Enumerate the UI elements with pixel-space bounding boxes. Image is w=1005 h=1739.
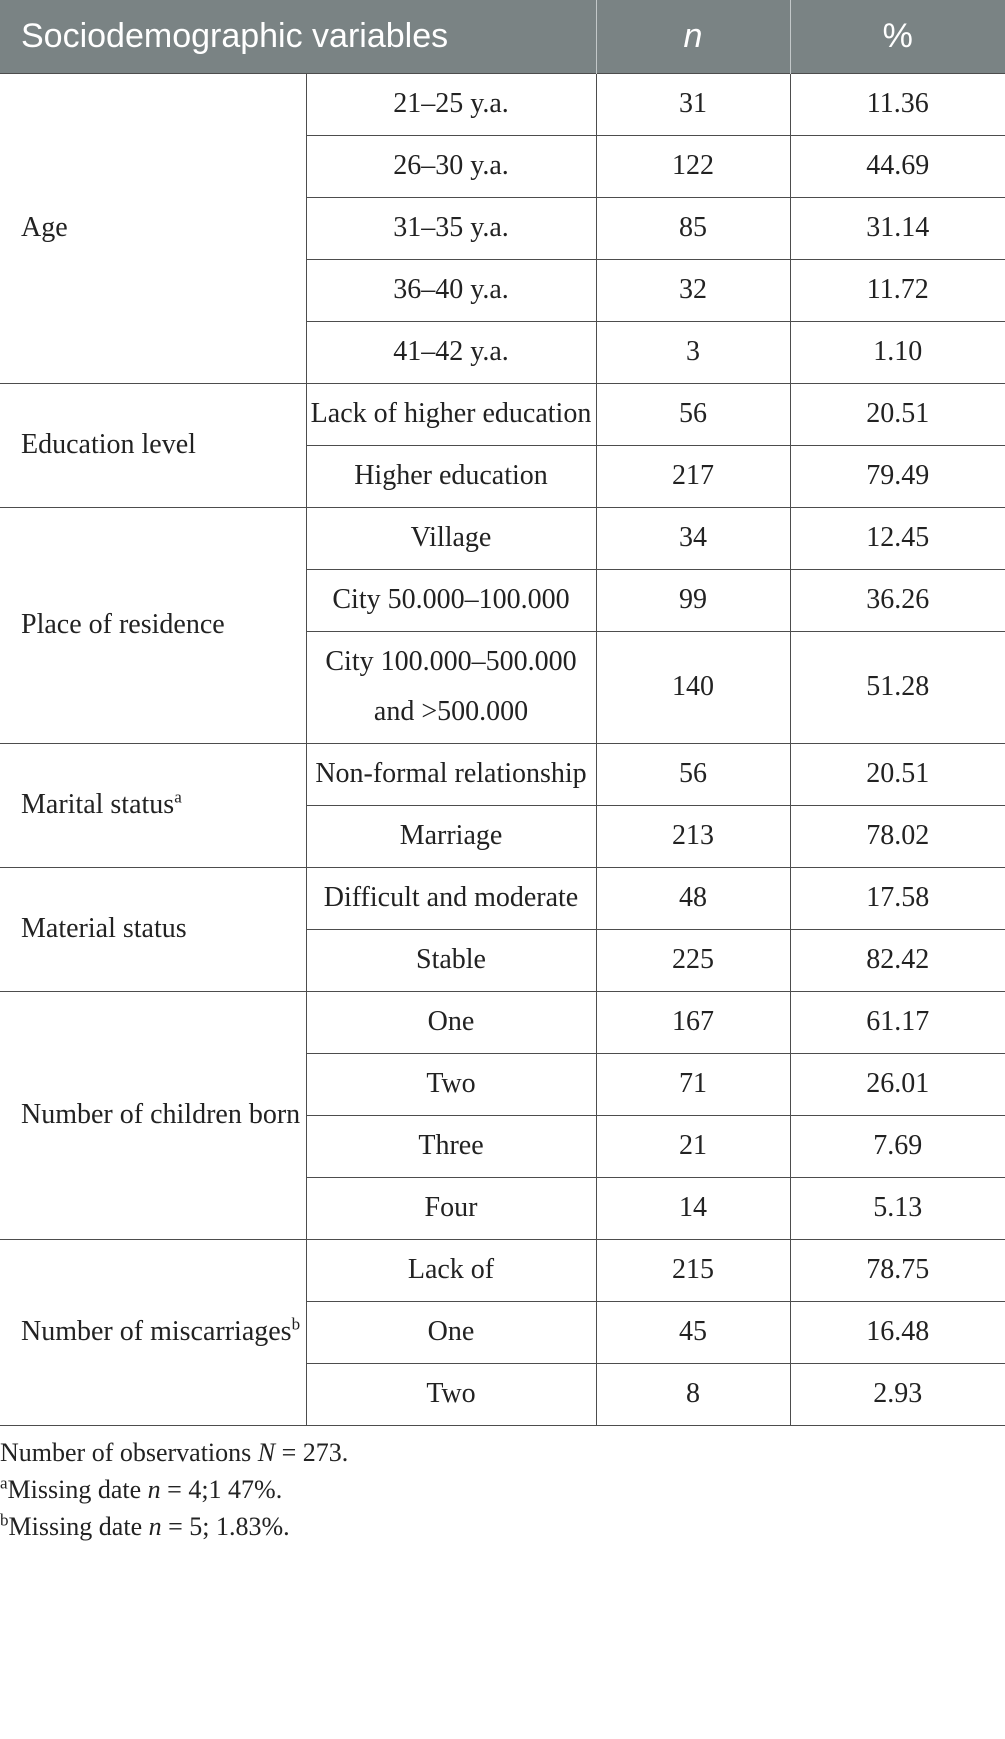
n-cell: 217: [596, 446, 790, 508]
footnote-observations: Number of observations N = 273.: [0, 1438, 349, 1467]
n-cell: 213: [596, 806, 790, 868]
n-cell: 21: [596, 1116, 790, 1178]
n-cell: 140: [596, 632, 790, 744]
percent-cell: 20.51: [790, 384, 1005, 446]
category-cell: 26–30 y.a.: [306, 136, 596, 198]
percent-cell: 20.51: [790, 744, 1005, 806]
category-cell: City 100.000–500.000 and >500.000: [306, 632, 596, 744]
n-cell: 215: [596, 1240, 790, 1302]
table-row: [0, 744, 1005, 806]
category-cell: Lack of higher education: [306, 384, 596, 446]
percent-cell: 12.45: [790, 508, 1005, 570]
n-cell: 56: [596, 384, 790, 446]
n-cell: 34: [596, 508, 790, 570]
percent-cell: 16.48: [790, 1302, 1005, 1364]
percent-cell: 82.42: [790, 930, 1005, 992]
percent-cell: 7.69: [790, 1116, 1005, 1178]
percent-cell: 11.36: [790, 74, 1005, 136]
n-cell: 14: [596, 1178, 790, 1240]
percent-cell: 44.69: [790, 136, 1005, 198]
footnote-a: $^a$Missing date n = 4;1 47%.: [0, 1473, 283, 1504]
group-label: Number of miscarriages$^b$: [0, 1240, 306, 1426]
n-cell: 167: [596, 992, 790, 1054]
category-cell: Two: [306, 1054, 596, 1116]
n-cell: 71: [596, 1054, 790, 1116]
category-cell: Four: [306, 1178, 596, 1240]
n-cell: 99: [596, 570, 790, 632]
percent-cell: 26.01: [790, 1054, 1005, 1116]
category-cell: Village: [306, 508, 596, 570]
percent-cell: 61.17: [790, 992, 1005, 1054]
n-cell: 8: [596, 1364, 790, 1426]
n-cell: 122: [596, 136, 790, 198]
percent-cell: 79.49: [790, 446, 1005, 508]
category-cell: Stable: [306, 930, 596, 992]
category-cell: Lack of: [306, 1240, 596, 1302]
n-cell: 3: [596, 322, 790, 384]
percent-cell: 51.28: [790, 632, 1005, 744]
group-label: Material status: [0, 868, 306, 992]
group-label: Place of residence: [0, 508, 306, 744]
header-n: n: [596, 0, 790, 74]
table-row: [0, 992, 1005, 1054]
group-label: Age: [0, 74, 306, 384]
percent-cell: 1.10: [790, 322, 1005, 384]
percent-cell: 78.75: [790, 1240, 1005, 1302]
category-cell: 41–42 y.a.: [306, 322, 596, 384]
table-row: [0, 384, 1005, 446]
category-cell: One: [306, 1302, 596, 1364]
n-cell: 45: [596, 1302, 790, 1364]
group-label: Marital status$^a$: [0, 744, 306, 868]
category-cell: Marriage: [306, 806, 596, 868]
table-row: [0, 74, 1005, 136]
group-label: Education level: [0, 384, 306, 508]
category-cell: 31–35 y.a.: [306, 198, 596, 260]
percent-cell: 31.14: [790, 198, 1005, 260]
category-cell: Two: [306, 1364, 596, 1426]
category-cell: Three: [306, 1116, 596, 1178]
table-row: [0, 1240, 1005, 1302]
header-variables: Sociodemographic variables: [0, 0, 596, 74]
percent-cell: 17.58: [790, 868, 1005, 930]
category-cell: One: [306, 992, 596, 1054]
table-row: [0, 868, 1005, 930]
table-header-row: [0, 0, 1005, 74]
percent-cell: 5.13: [790, 1178, 1005, 1240]
category-cell: Difficult and moderate: [306, 868, 596, 930]
category-cell: City 50.000–100.000: [306, 570, 596, 632]
footnotes: [0, 1426, 1005, 1545]
n-cell: 56: [596, 744, 790, 806]
n-cell: 85: [596, 198, 790, 260]
category-cell: Non-formal relationship: [306, 744, 596, 806]
category-cell: 36–40 y.a.: [306, 260, 596, 322]
n-cell: 32: [596, 260, 790, 322]
category-cell: Higher education: [306, 446, 596, 508]
n-cell: 48: [596, 868, 790, 930]
percent-cell: 2.93: [790, 1364, 1005, 1426]
n-cell: 31: [596, 74, 790, 136]
footnote-mark: b: [291, 1314, 301, 1334]
category-cell: 21–25 y.a.: [306, 74, 596, 136]
group-label: Number of children born: [0, 992, 306, 1240]
percent-cell: 78.02: [790, 806, 1005, 868]
footnote-b: $^b$Missing date n = 5; 1.83%.: [0, 1510, 290, 1541]
percent-cell: 36.26: [790, 570, 1005, 632]
footnote-mark: a: [174, 787, 182, 807]
n-cell: 225: [596, 930, 790, 992]
header-percent: %: [790, 0, 1005, 74]
table-body: [0, 74, 1005, 1426]
table-row: [0, 508, 1005, 570]
percent-cell: 11.72: [790, 260, 1005, 322]
